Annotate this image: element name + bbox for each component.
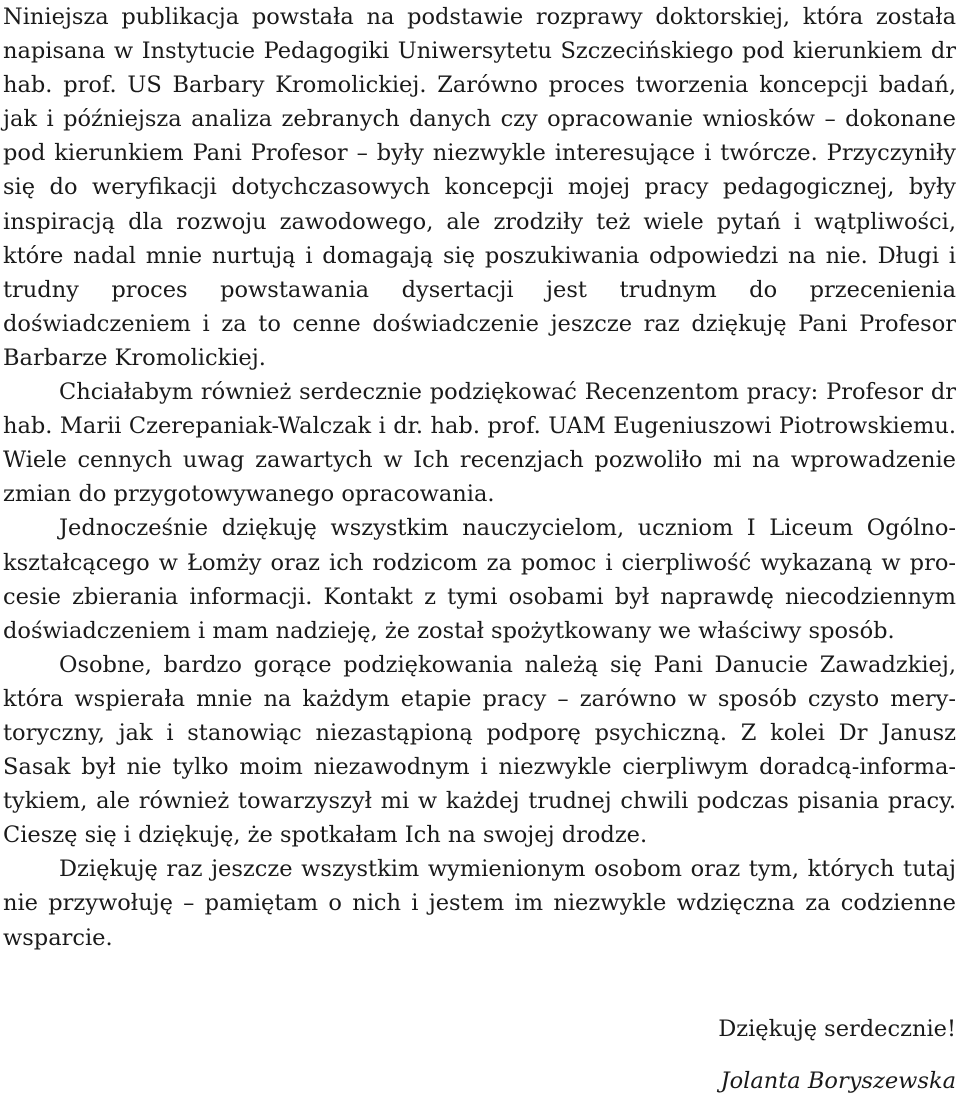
paragraph-2: Chciałabym również serdecznie podziękować Recenzentom pracy: Profesor dr hab. Marii Czerepaniak-Walczak i dr. hab. prof. UAM Eugeniuszowi Piotrowskiemu. Wiele cennych uwag zawartych w Ich recenzjach pozwoliło mi na wprowadzenie zmian do przygotowywanego opracowania. [3, 379, 956, 508]
closing-line: Dziękuję serdecznie! [718, 1016, 956, 1042]
paragraph-5: Dziękuję raz jeszcze wszystkim wymienionym osobom oraz tym, których tutaj nie przywołuję – pamiętam o nich i jestem im niezwykle wdzięczna za codzienne wsparcie. [3, 856, 956, 951]
paragraph-3: Jednocześnie dziękuję wszystkim nauczycielom, uczniom I Liceum Ogólnokształcącego w Łomży oraz ich rodzicom za pomoc i cierpliwość wykazaną w procesie zbierania informacji. Kontakt z tymi osobami był naprawdę niecodziennym doświadczeniem i mam nadzieję, że został spożytkowany we właściwy sposób. [3, 515, 956, 644]
paragraph-1: Niniejsza publikacja powstała na podstawie rozprawy doktorskiej, która została napisana w Instytucie Pedagogiki Uniwersytetu Szczecińskiego pod kierunkiem dr hab. prof. US Barbary Kromolickiej. Zarówno proces tworzenia koncepcji badań, jak i późniejsza analiza zebranych danych czy opracowanie wniosków – dokonane pod kierunkiem Pani Profesor – były niezwykle interesujące i twórcze. Przyczyniły się do weryfikacji dotychczasowych koncepcji mojej pracy pedagogicznej, były inspiracją dla rozwoju zawodowego, ale zrodziły też wiele pytań i wątpliwości, które nadal mnie nurtują i domagają się poszukiwania odpowiedzi na nie. Długi i trudny proces powstawania dysertacji jest trudnym do przecenienia doświadczeniem i za to cenne doświadczenie jeszcze raz dziękuję Pani Profesor Barbarze Kromolickiej. [3, 4, 956, 371]
acknowledgements-body [3, 0, 956, 955]
signature: Jolanta Boryszewska [720, 1068, 956, 1094]
paragraph-4: Osobne, bardzo gorące podziękowania należą się Pani Danucie Zawadzkiej, która wspierała mnie na każdym etapie pracy – zarówno w sposób czysto merytoryczny, jak i stanowiąc niezastąpioną podporę psychiczną. Z kolei Dr Janusz Sasak był nie tylko moim niezawodnym i niezwykle cierpliwym doradcą-informatykiem, ale również towarzyszył mi w każdej trudnej chwili podczas pisania pracy. Cieszę się i dziękuję, że spotkałam Ich na swojej drodze. [3, 651, 956, 849]
